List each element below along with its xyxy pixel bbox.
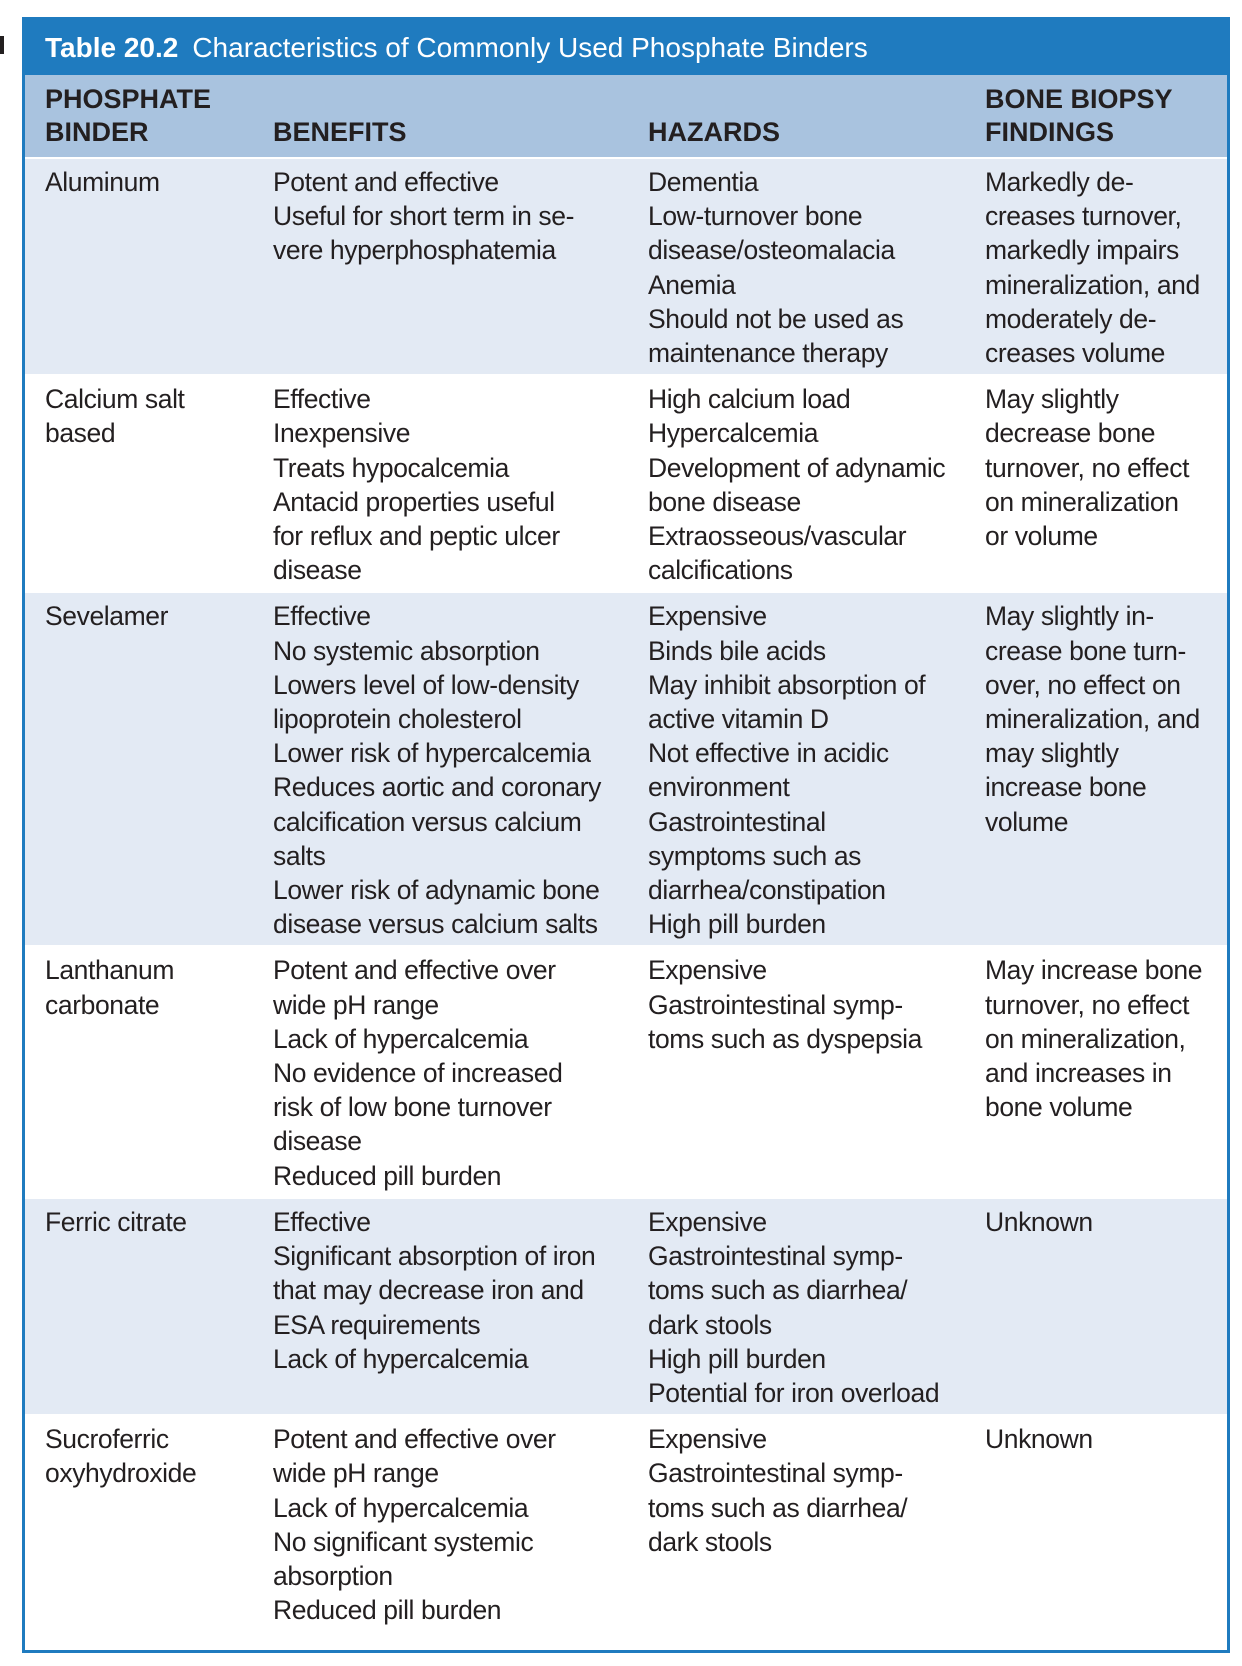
cell-line: mineralization, and [985,704,1200,735]
cell-line: Anemia [648,269,736,300]
cell-line: based [45,418,116,449]
cell-line: Expensive [648,1206,767,1237]
cell-bone-biopsy-findings [973,375,1227,592]
cell-line: for reflux and peptic ulcer [273,521,560,552]
cell-line: Lack of hypercalcemia [273,1023,529,1054]
cell-benefits [255,375,630,592]
cell-line: wide pH range [273,989,439,1020]
cell-line: Calcium salt [45,384,185,415]
table-title-bar [25,20,1227,75]
cell-line: No significant systemic [273,1526,534,1557]
cell-line: Lowers level of low-density [273,669,579,700]
cell-line: Potent and effective over [273,1424,556,1455]
cell-line: wide pH range [273,1458,439,1489]
cell-line: dark stools [648,1526,772,1557]
cell-line: Reduced pill burden [273,1595,502,1626]
cell-line: Useful for short term in se- [273,201,575,232]
cell-line: over, no effect on [985,669,1181,700]
phosphate-binders-table [25,75,1227,1631]
cell-line: May slightly [985,384,1119,415]
cell-line: Lanthanum [45,955,175,986]
cell-benefits [255,1415,630,1631]
cell-line: creases turnover, [985,201,1182,232]
cell-line: Should not be used as [648,303,904,334]
cell-benefits [255,946,630,1197]
table-row [25,946,1227,1197]
cell-hazards [630,1198,973,1415]
cell-line: moderately de- [985,303,1157,334]
cell-line: No systemic absorption [273,635,540,666]
cell-line: Expensive [648,1424,767,1455]
cell-line: Gastrointestinal symp- [648,1241,903,1272]
cell-phosphate-binder [25,375,255,592]
cell-phosphate-binder [25,592,255,946]
cell-line: Unknown [985,1206,1093,1237]
table-row [25,1415,1227,1631]
cell-line: Lack of hypercalcemia [273,1343,529,1374]
cell-line: decrease bone [985,418,1156,449]
table-row [25,1198,1227,1415]
cell-line: diarrhea/constipation [648,875,886,906]
cell-line: carbonate [45,989,160,1020]
cell-line: toms such as diarrhea/ [648,1275,908,1306]
cell-line: markedly impairs [985,235,1179,266]
cell-line: ESA requirements [273,1309,481,1340]
header-bone-biopsy-findings [973,75,1227,158]
table-row [25,158,1227,375]
cell-hazards [630,375,973,592]
cell-line: salts [273,840,326,871]
table-title: Characteristics of Commonly Used Phosphate Binders [192,31,868,63]
cell-line: Expensive [648,955,767,986]
header-line: FINDINGS [985,117,1115,147]
cell-line: Antacid properties useful [273,486,555,517]
cell-line: disease [273,1126,362,1157]
cell-line: Aluminum [45,167,160,197]
cell-line: Reduced pill burden [273,1160,502,1191]
cell-line: volume [985,806,1069,837]
cell-line: Markedly de- [985,167,1134,197]
table-number: Table 20.2 [45,31,179,63]
cell-benefits [255,158,630,375]
cell-line: May increase bone [985,955,1203,986]
cell-line: Hypercalcemia [648,418,819,449]
cell-benefits [255,1198,630,1415]
header-line: BINDER [45,117,149,147]
cell-line: Unknown [985,1424,1093,1455]
header-hazards [630,75,973,158]
cell-line: crease bone turn- [985,635,1186,666]
cell-line: toms such as dyspepsia [648,1023,923,1054]
cell-line: Gastrointestinal symp- [648,1458,903,1489]
cell-bone-biopsy-findings [973,158,1227,375]
page-margin-mark [0,36,4,54]
cell-line: Lack of hypercalcemia [273,1492,529,1523]
cell-line: calcifications [648,555,793,586]
cell-line: High pill burden [648,909,826,940]
cell-line: Treats hypocalcemia [273,452,509,483]
cell-bone-biopsy-findings [973,946,1227,1197]
header-line: BONE BIOPSY [985,84,1173,114]
cell-line: vere hyperphosphatemia [273,235,556,266]
table-body [25,158,1227,1631]
cell-line: disease versus calcium salts [273,909,598,940]
cell-benefits [255,592,630,946]
cell-line: Lower risk of adynamic bone [273,875,600,906]
cell-line: Potent and effective over [273,955,556,986]
cell-line: Sevelamer [45,601,169,632]
cell-line: lipoprotein cholesterol [273,704,522,735]
cell-hazards [630,592,973,946]
cell-line: risk of low bone turnover [273,1092,552,1123]
cell-line: toms such as diarrhea/ [648,1492,908,1523]
cell-line: Gastrointestinal [648,806,826,837]
cell-line: dark stools [648,1309,772,1340]
cell-line: Dementia [648,167,759,197]
cell-line: environment [648,772,790,803]
cell-line: Binds bile acids [648,635,826,666]
cell-line: May slightly in- [985,601,1154,632]
header-phosphate-binder [25,75,255,158]
cell-line: Low-turnover bone [648,201,863,232]
cell-line: maintenance therapy [648,338,888,369]
cell-phosphate-binder [25,946,255,1197]
cell-line: Effective [273,601,371,632]
table-row [25,592,1227,946]
cell-line: bone disease [648,486,801,517]
cell-line: symptoms such as [648,840,862,871]
cell-line: creases volume [985,338,1165,369]
cell-line: High pill burden [648,1343,826,1374]
cell-line: Inexpensive [273,418,411,449]
cell-line: active vitamin D [648,704,829,735]
cell-line: Potential for iron overload [648,1377,940,1408]
cell-line: absorption [273,1560,393,1591]
table-row [25,375,1227,592]
cell-phosphate-binder [25,158,255,375]
cell-line: on mineralization [985,486,1179,517]
header-benefits [255,75,630,158]
cell-hazards [630,946,973,1197]
cell-line: Extraosseous/vascular [648,521,907,552]
cell-bone-biopsy-findings [973,592,1227,946]
table-frame [22,17,1230,1653]
cell-line: or volume [985,521,1098,552]
cell-line: Expensive [648,601,767,632]
cell-line: on mineralization, [985,1023,1186,1054]
cell-line: Gastrointestinal symp- [648,989,903,1020]
cell-bone-biopsy-findings [973,1198,1227,1415]
cell-hazards [630,158,973,375]
cell-line: Reduces aortic and coronary [273,772,601,803]
cell-line: Potent and effective [273,167,499,197]
cell-line: Effective [273,384,371,415]
header-line: BENEFITS [273,117,407,147]
cell-line: Lower risk of hypercalcemia [273,738,591,769]
header-line: HAZARDS [648,117,780,147]
cell-line: oxyhydroxide [45,1458,197,1489]
cell-line: Significant absorption of iron [273,1241,596,1272]
cell-line: calcification versus calcium [273,806,582,837]
cell-line: increase bone [985,772,1147,803]
cell-line: Not effective in acidic [648,738,889,769]
table-header-row [25,75,1227,158]
cell-line: that may decrease iron and [273,1275,584,1306]
cell-line: No evidence of increased [273,1058,563,1089]
cell-line: Sucroferric [45,1424,169,1455]
cell-line: and increases in [985,1058,1172,1089]
header-line: PHOSPHATE [45,84,212,114]
cell-line: turnover, no effect [985,989,1190,1020]
cell-bone-biopsy-findings [973,1415,1227,1631]
cell-line: May inhibit absorption of [648,669,926,700]
cell-line: Ferric citrate [45,1206,187,1237]
cell-hazards [630,1415,973,1631]
cell-line: turnover, no effect [985,452,1190,483]
cell-line: disease [273,555,362,586]
cell-line: bone volume [985,1092,1133,1123]
cell-phosphate-binder [25,1415,255,1631]
cell-line: disease/osteomalacia [648,235,895,266]
cell-line: Effective [273,1206,371,1237]
cell-line: mineralization, and [985,269,1200,300]
cell-line: may slightly [985,738,1119,769]
cell-line: Development of adynamic [648,452,946,483]
cell-line: High calcium load [648,384,851,415]
cell-phosphate-binder [25,1198,255,1415]
